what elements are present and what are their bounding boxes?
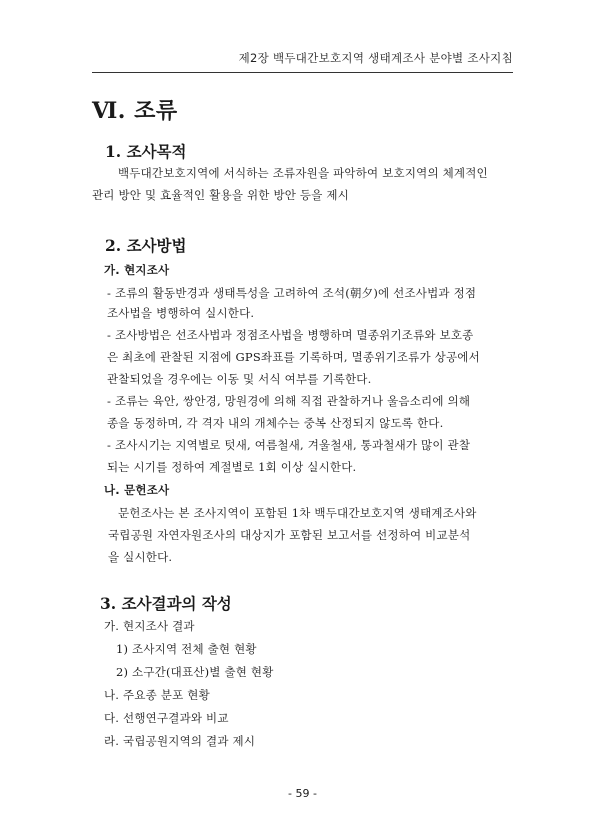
page-number: - 59 -	[288, 787, 317, 800]
field-survey-line: - 조류의 활동반경과 생태특성을 고려하여 조석(朝夕)에 선조사법과 정점	[107, 286, 477, 300]
results-item: 라. 국립공원지역의 결과 제시	[104, 734, 256, 748]
literature-line: 문헌조사는 본 조사지역이 포함된 1차 백두대간보호지역 생태계조사와	[118, 506, 477, 520]
field-survey-line: 되는 시기를 정하여 계절별로 1회 이상 실시한다.	[107, 460, 357, 474]
results-item: 나. 주요종 분포 현황	[104, 688, 210, 702]
section-1-body-line-1: 백두대간보호지역에 서식하는 조류자원을 파악하여 보호지역의 체계적인	[118, 166, 488, 180]
header-rule	[92, 72, 513, 73]
literature-line: 국립공원 자연자원조사의 대상지가 포함된 보고서를 선정하여 비교분석	[108, 528, 471, 542]
field-survey-line: - 조사시기는 지역별로 텃새, 여름철새, 겨울철새, 통과철새가 많이 관찰	[107, 438, 471, 452]
running-header: 제2장 백두대간보호지역 생태계조사 분야별 조사지침	[238, 51, 513, 65]
chapter-title: Ⅵ. 조류	[92, 98, 178, 124]
literature-line: 을 실시한다.	[108, 550, 173, 564]
subsection-field-survey-heading: 가. 현지조사	[104, 263, 170, 277]
section-2-title: 2. 조사방법	[105, 236, 187, 255]
subsection-literature-heading: 나. 문헌조사	[104, 483, 170, 497]
section-1-title: 1. 조사목적	[105, 142, 187, 161]
field-survey-line: 종을 동정하며, 각 격자 내의 개체수는 중복 산정되지 않도록 한다.	[107, 416, 444, 430]
results-item: 2) 소구간(대표산)별 출현 현황	[116, 665, 274, 679]
field-survey-line: 조사법을 병행하여 실시한다.	[107, 306, 255, 320]
field-survey-line: - 조사방법은 선조사법과 정점조사법을 병행하며 멸종위기조류와 보호종	[107, 328, 474, 342]
field-survey-line: - 조류는 육안, 쌍안경, 망원경에 의해 직접 관찰하거나 울음소리에 의해	[107, 394, 471, 408]
results-item: 가. 현지조사 결과	[104, 619, 195, 633]
section-3-title: 3. 조사결과의 작성	[100, 594, 232, 613]
section-1-body-line-2: 관리 방안 및 효율적인 활용을 위한 방안 등을 제시	[92, 188, 350, 202]
field-survey-line: 은 최초에 관찰된 지점에 GPS좌표를 기록하며, 멸종위기조류가 상공에서	[107, 350, 480, 364]
results-item: 다. 선행연구결과와 비교	[104, 711, 229, 725]
field-survey-line: 관찰되었을 경우에는 이동 및 서식 여부를 기록한다.	[107, 372, 372, 386]
results-item: 1) 조사지역 전체 출현 현황	[116, 642, 257, 656]
